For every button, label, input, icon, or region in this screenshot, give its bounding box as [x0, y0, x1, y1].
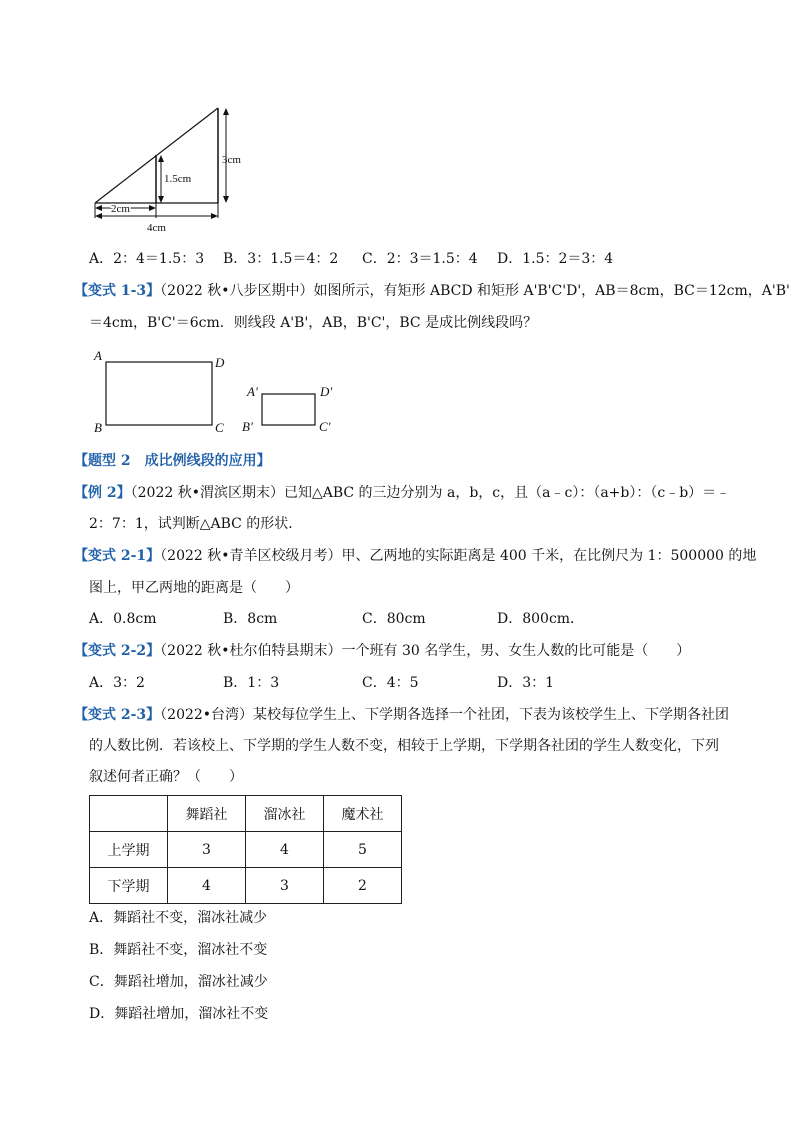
table-row	[90, 868, 402, 904]
variant-tag: 【变式 2-3】	[74, 707, 161, 723]
table-header-cell	[90, 796, 168, 832]
table-header-cell: 溜冰社	[246, 796, 324, 832]
vertex-b-prime: B'	[242, 419, 253, 434]
table-header-cell: 魔术社	[324, 796, 402, 832]
option-b[interactable]: B．舞蹈社不变，溜冰社不变	[89, 942, 268, 958]
table-row	[90, 832, 402, 868]
vertex-c-prime: C'	[319, 419, 331, 434]
rectangles-figure	[88, 345, 348, 440]
question-text: （2022•台湾）某校每位学生上、下学期各选择一个社团，下表为该校学生上、下学期各社团	[160, 707, 730, 723]
option-c[interactable]: C．舞蹈社增加，溜冰社减少	[89, 974, 268, 990]
option-d[interactable]: D．800cm．	[497, 611, 585, 627]
vertex-d-prime: D'	[320, 384, 333, 399]
variant-tag: 【变式 2-2】	[74, 643, 161, 659]
variant-1-3-line2: ＝4cm，B'C'＝6cm．则线段 A'B'，AB，B'C'，BC 是成比例线段吗？	[89, 315, 538, 331]
label-3cm: 3cm	[222, 154, 241, 166]
option-b[interactable]: B．8cm	[223, 611, 278, 627]
vertex-a: A	[94, 348, 102, 363]
variant-tag: 【变式 2-1】	[74, 548, 161, 564]
table-cell: 4	[168, 868, 246, 904]
variant-2-1	[74, 546, 756, 566]
question-text: （2022 秋•八步区期中）如图所示，有矩形 ABCD 和矩形 A'B'C'D'，AB＝8cm，BC＝12cm，A'B'	[160, 283, 790, 299]
option-d[interactable]: D．舞蹈社增加，溜冰社不变	[89, 1006, 269, 1022]
option-d[interactable]: D．3：1	[497, 675, 555, 691]
option-b[interactable]: B．3：1.5＝4：2	[223, 251, 339, 267]
question-text: （2022 秋•渭滨区期末）已知△ABC 的三边分别为 a，b，c，且（a﹣c）：（a+b）：（c﹣b）＝﹣	[130, 485, 731, 501]
label-2cm: 2cm	[111, 203, 130, 215]
table-cell: 4	[246, 832, 324, 868]
question-text: （2022 秋•青羊区校级月考）甲、乙两地的实际距离是 400 千米，在比例尺为 1：500000 的地	[160, 548, 757, 564]
option-d[interactable]: D．1.5：2＝3：4	[497, 251, 614, 267]
vertex-d: D	[215, 355, 225, 370]
example-2-line2: 2：7：1，试判断△ABC 的形状．	[89, 516, 303, 532]
option-a[interactable]: A．0.8cm	[89, 611, 157, 627]
similar-triangles-figure	[85, 100, 265, 235]
label-1-5cm: 1.5cm	[164, 173, 192, 185]
table-cell: 上学期	[90, 832, 168, 868]
option-c[interactable]: C．4：5	[362, 675, 419, 691]
vertex-a-prime: A'	[247, 384, 258, 399]
section-title: 【题型 2 成比例线段的应用】	[74, 453, 271, 469]
variant-tag: 【变式 1-3】	[74, 283, 161, 299]
table-header-row	[90, 796, 402, 832]
variant-2-1-line2: 图上，甲乙两地的距离是（ ）	[89, 580, 299, 596]
option-c[interactable]: C．80cm	[362, 611, 426, 627]
table-cell: 2	[324, 868, 402, 904]
option-a[interactable]: A．2：4＝1.5：3	[89, 251, 205, 267]
question-text: （2022 秋•杜尔伯特县期末）一个班有 30 名学生，男、女生人数的比可能是（ ）	[160, 643, 691, 659]
table-cell: 3	[246, 868, 324, 904]
table-cell: 3	[168, 832, 246, 868]
table-header-cell: 舞蹈社	[168, 796, 246, 832]
label-4cm: 4cm	[147, 222, 166, 234]
variant-1-3	[74, 281, 790, 301]
option-b[interactable]: B．1：3	[223, 675, 280, 691]
option-a[interactable]: A．舞蹈社不变，溜冰社减少	[89, 910, 268, 926]
vertex-c: C	[215, 420, 224, 435]
variant-2-3	[74, 705, 729, 725]
variant-2-3-line3: 叙述何者正确？（ ）	[89, 769, 243, 785]
table-cell: 5	[324, 832, 402, 868]
option-c[interactable]: C．2：3＝1.5：4	[362, 251, 478, 267]
club-ratio-table	[89, 795, 402, 904]
example-2	[74, 483, 730, 503]
table-cell: 下学期	[90, 868, 168, 904]
example-tag: 【例 2】	[74, 485, 131, 501]
option-a[interactable]: A．3：2	[89, 675, 145, 691]
vertex-b: B	[94, 420, 102, 435]
variant-2-2	[74, 641, 690, 661]
variant-2-3-line2: 的人数比例．若该校上、下学期的学生人数不变，相较于上学期，下学期各社团的学生人数变化，下列	[89, 738, 719, 754]
